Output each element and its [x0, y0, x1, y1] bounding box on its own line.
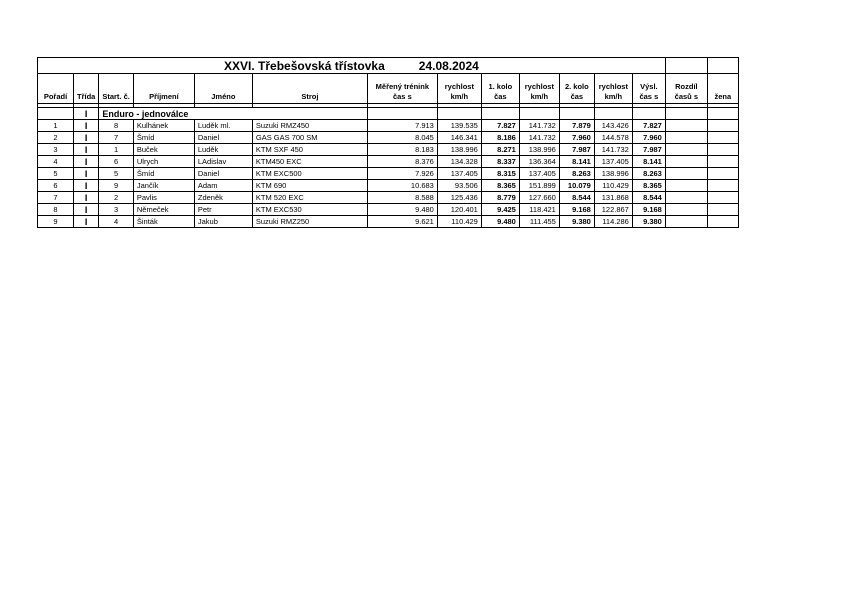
cell-poradi: 1 — [38, 120, 74, 132]
title-empty-cell — [707, 58, 738, 74]
cell-kolo-2: 8.263 — [559, 168, 594, 180]
cell-trenink: 8.376 — [367, 156, 437, 168]
cell-rychlost-2: 136.364 — [519, 156, 559, 168]
cell-vysledny-cas: 8.365 — [632, 180, 665, 192]
table-row — [38, 144, 739, 156]
cell-trida: I — [74, 180, 99, 192]
cell-start: 2 — [99, 192, 134, 204]
cell-rychlost-1: 120.401 — [437, 204, 481, 216]
category-class: I — [74, 108, 99, 120]
cell-trida: I — [74, 216, 99, 228]
cell-jmeno: Luděk — [194, 144, 252, 156]
cell-kolo-2: 8.544 — [559, 192, 594, 204]
cell-rozdil — [665, 144, 707, 156]
cell-kolo-2: 9.380 — [559, 216, 594, 228]
cell-poradi: 4 — [38, 156, 74, 168]
cell-rychlost-2: 151.899 — [519, 180, 559, 192]
cell-kolo-2: 9.168 — [559, 204, 594, 216]
table-row — [38, 180, 739, 192]
cell-poradi: 7 — [38, 192, 74, 204]
cell-stroj: KTM SXF 450 — [252, 144, 367, 156]
cell-start: 3 — [99, 204, 134, 216]
cell-rychlost-2: 111.455 — [519, 216, 559, 228]
cell-start: 8 — [99, 120, 134, 132]
cell-rozdil — [665, 192, 707, 204]
header-start: Start. č. — [99, 74, 134, 104]
cell-trenink: 10.683 — [367, 180, 437, 192]
cell-rozdil — [665, 120, 707, 132]
cell-kolo-2: 8.141 — [559, 156, 594, 168]
header-row — [38, 74, 739, 104]
cell-rychlost-3: 143.426 — [594, 120, 632, 132]
cell-rozdil — [665, 180, 707, 192]
cell-rozdil — [665, 168, 707, 180]
cell-rychlost-3: 114.286 — [594, 216, 632, 228]
header-rychlost-3: rychlost km/h — [594, 74, 632, 104]
cell-rychlost-3: 138.996 — [594, 168, 632, 180]
cell-trida: I — [74, 204, 99, 216]
cell-rozdil — [665, 156, 707, 168]
table-row — [38, 216, 739, 228]
cell-trenink: 8.045 — [367, 132, 437, 144]
title-empty-cell — [665, 58, 707, 74]
table-row — [38, 120, 739, 132]
cell-zena — [707, 120, 738, 132]
cell-zena — [707, 204, 738, 216]
cell-poradi: 6 — [38, 180, 74, 192]
cell-poradi: 2 — [38, 132, 74, 144]
cell-stroj: KTM450 EXC — [252, 156, 367, 168]
header-kolo-1: 1. kolo čas — [481, 74, 519, 104]
header-vysledny-cas: Výsl. čas s — [632, 74, 665, 104]
cell-jmeno: Jakub — [194, 216, 252, 228]
cell-jmeno: Adam — [194, 180, 252, 192]
cell-zena — [707, 144, 738, 156]
cell-jmeno: Zdeněk — [194, 192, 252, 204]
header-poradi: Pořadí — [38, 74, 74, 104]
cell-stroj: KTM 520 EXC — [252, 192, 367, 204]
cell-kolo-1: 8.779 — [481, 192, 519, 204]
cell-start: 4 — [99, 216, 134, 228]
cell-kolo-1: 9.480 — [481, 216, 519, 228]
cell-rychlost-1: 139.535 — [437, 120, 481, 132]
cell-stroj: Suzuki RMZ450 — [252, 120, 367, 132]
cell-rychlost-1: 138.996 — [437, 144, 481, 156]
cell-prijmeni: Kulhánek — [133, 120, 194, 132]
header-rychlost-1: rychlost km/h — [437, 74, 481, 104]
cell-prijmeni: Ulrych — [133, 156, 194, 168]
result-rows — [38, 120, 739, 228]
table-row — [38, 168, 739, 180]
cell-vysledny-cas: 9.380 — [632, 216, 665, 228]
cell-rychlost-3: 141.732 — [594, 144, 632, 156]
cell-rychlost-2: 127.660 — [519, 192, 559, 204]
header-prijmeni: Příjmení — [133, 74, 194, 104]
cell-prijmeni: Němeček — [133, 204, 194, 216]
cell-zena — [707, 180, 738, 192]
header-rychlost-2: rychlost km/h — [519, 74, 559, 104]
cell-zena — [707, 216, 738, 228]
cell-vysledny-cas: 8.141 — [632, 156, 665, 168]
cell-trida: I — [74, 132, 99, 144]
title-row — [38, 58, 739, 74]
cell-rychlost-3: 144.578 — [594, 132, 632, 144]
cell-vysledny-cas: 8.263 — [632, 168, 665, 180]
cell-stroj: GAS GAS 700 SM — [252, 132, 367, 144]
page-title — [38, 58, 666, 74]
cell-trenink: 8.183 — [367, 144, 437, 156]
header-zena: žena — [707, 74, 738, 104]
cell-rychlost-1: 110.429 — [437, 216, 481, 228]
cell-start: 6 — [99, 156, 134, 168]
cell-kolo-2: 7.960 — [559, 132, 594, 144]
cell-stroj: Suzuki RMZ250 — [252, 216, 367, 228]
cell-rychlost-3: 122.867 — [594, 204, 632, 216]
cell-rychlost-1: 146.341 — [437, 132, 481, 144]
cell-trenink: 9.480 — [367, 204, 437, 216]
cell-jmeno: LAdislav — [194, 156, 252, 168]
cell-kolo-2: 7.879 — [559, 120, 594, 132]
cell-trenink: 8.588 — [367, 192, 437, 204]
cell-trida: I — [74, 192, 99, 204]
cell-rychlost-2: 118.421 — [519, 204, 559, 216]
cell-kolo-1: 8.315 — [481, 168, 519, 180]
cell-trenink: 7.926 — [367, 168, 437, 180]
event-date: 24.08.2024 — [418, 58, 479, 73]
cell-prijmeni: Šmíd — [133, 132, 194, 144]
cell-jmeno: Petr — [194, 204, 252, 216]
cell-start: 1 — [99, 144, 134, 156]
cell-jmeno: Daniel — [194, 168, 252, 180]
cell-stroj: KTM EXC530 — [252, 204, 367, 216]
cell-prijmeni: Šmíd — [133, 168, 194, 180]
cell-rozdil — [665, 216, 707, 228]
cell-trida: I — [74, 144, 99, 156]
cell-start: 9 — [99, 180, 134, 192]
header-jmeno: Jméno — [194, 74, 252, 104]
table-row — [38, 204, 739, 216]
cell-rychlost-1: 137.405 — [437, 168, 481, 180]
cell-kolo-2: 10.079 — [559, 180, 594, 192]
cell-prijmeni: Pavlis — [133, 192, 194, 204]
cell-trida: I — [74, 120, 99, 132]
cell-prijmeni: Šinták — [133, 216, 194, 228]
cell-jmeno: Luděk ml. — [194, 120, 252, 132]
header-stroj: Stroj — [252, 74, 367, 104]
cell-rychlost-2: 138.996 — [519, 144, 559, 156]
header-kolo-2: 2. kolo čas — [559, 74, 594, 104]
cell-rychlost-1: 134.328 — [437, 156, 481, 168]
cell-prijmeni: Buček — [133, 144, 194, 156]
cell-zena — [707, 132, 738, 144]
cell-rychlost-2: 141.732 — [519, 120, 559, 132]
cell-zena — [707, 168, 738, 180]
cell-trenink: 7.913 — [367, 120, 437, 132]
cell-rozdil — [665, 204, 707, 216]
cell-poradi: 8 — [38, 204, 74, 216]
cell-rychlost-1: 125.436 — [437, 192, 481, 204]
cell-trida: I — [74, 168, 99, 180]
cell-trenink: 9.621 — [367, 216, 437, 228]
cell-vysledny-cas: 7.960 — [632, 132, 665, 144]
cell-jmeno: Daniel — [194, 132, 252, 144]
event-title: XXVI. Třebešovská třístovka — [224, 58, 385, 73]
cell-kolo-1: 8.365 — [481, 180, 519, 192]
cell-poradi: 9 — [38, 216, 74, 228]
cell-kolo-1: 8.186 — [481, 132, 519, 144]
cell-kolo-1: 7.827 — [481, 120, 519, 132]
cell-kolo-1: 8.337 — [481, 156, 519, 168]
table-row — [38, 192, 739, 204]
cell-kolo-1: 8.271 — [481, 144, 519, 156]
cell-vysledny-cas: 8.544 — [632, 192, 665, 204]
cell-stroj: KTM 690 — [252, 180, 367, 192]
cell-zena — [707, 192, 738, 204]
cell-rychlost-3: 110.429 — [594, 180, 632, 192]
cell-vysledny-cas: 7.827 — [632, 120, 665, 132]
cell-vysledny-cas: 7.987 — [632, 144, 665, 156]
cell-poradi: 3 — [38, 144, 74, 156]
table-row — [38, 132, 739, 144]
cell-rychlost-3: 131.868 — [594, 192, 632, 204]
cell-rychlost-2: 141.732 — [519, 132, 559, 144]
cell-kolo-2: 7.987 — [559, 144, 594, 156]
results-table — [37, 57, 739, 228]
cell-vysledny-cas: 9.168 — [632, 204, 665, 216]
cell-rozdil — [665, 132, 707, 144]
header-rozdil: Rozdíl časů s — [665, 74, 707, 104]
cell-kolo-1: 9.425 — [481, 204, 519, 216]
table-row — [38, 156, 739, 168]
cell-start: 5 — [99, 168, 134, 180]
header-trenink: Měřený trénink čas s — [367, 74, 437, 104]
category-row — [38, 108, 739, 120]
cell-zena — [707, 156, 738, 168]
header-trida: Třída — [74, 74, 99, 104]
cell-rychlost-3: 137.405 — [594, 156, 632, 168]
cell-trida: I — [74, 156, 99, 168]
cell-prijmeni: Jančík — [133, 180, 194, 192]
cell-poradi: 5 — [38, 168, 74, 180]
cell-stroj: KTM EXC500 — [252, 168, 367, 180]
category-label: Enduro - jednoválce — [99, 108, 368, 120]
cell-rychlost-2: 137.405 — [519, 168, 559, 180]
cell-rychlost-1: 93.506 — [437, 180, 481, 192]
cell-start: 7 — [99, 132, 134, 144]
